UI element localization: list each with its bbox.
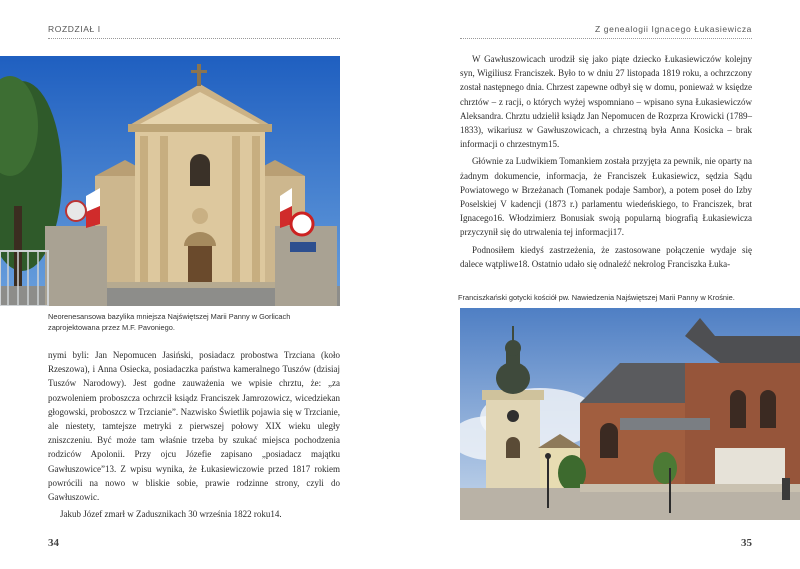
basilica-caption [48, 311, 348, 333]
left-body-text [48, 348, 340, 524]
basilica-photo [0, 56, 340, 306]
basilica-caption-line2: zaprojektowana przez M.F. Pavoniego. [48, 323, 175, 332]
left-paragraph-2: Jakub Józef zmarł w Zadusznikach 30 września 1822 roku14. [60, 509, 282, 520]
right-paragraph-1: W Gawłuszowicach urodził się jako piąte dziecko Łukasiewiczów kolejny syn, Wigiliusz Franciszek. Było to w dniu 27 listopada 1819 roku, a ochrzczony został następnego dnia. Chrzest zapewne odbył się w domu, ponieważ w księdze chrztów – z racji, o których wyżej wspomniano – wpisano syna Łukasiewiczów Aleksandra. Chrztu udzielił ksiądz Jan Nepomucen de Rozprza Krowicki (1789–1833), wikariusz w Gawłuszowicach, a chrzestną była Anna Kosicka – brak informacji o chrzestnym15. [460, 54, 752, 150]
right-body-text [460, 52, 752, 274]
church-photo [460, 308, 800, 520]
running-head-rule-right [460, 38, 752, 39]
right-paragraph-3: Podnosiłem kiedyś zastrzeżenia, że zastosowane połączenie wydaje się dalece wątpliwe18. Ostatnio udało się odnaleźć nekrolog Franciszka Łuka- [460, 244, 752, 269]
church-caption: Franciszkański gotycki kościół pw. Nawiedzenia Najświętszej Marii Panny w Krośnie. [458, 293, 735, 302]
running-head-title: Z genealogii Ignacego Łukasiewicza [595, 24, 752, 34]
left-paragraph-1: nymi byli: Jan Nepomucen Jasiński, posiadacz probostwa Trzciana (koło Rzeszowa), i Anna Osiecka, posiadaczka państwa kameralnego Tuszów (dzisiaj Tuszów Narodowy). Jest godne zauważenia we wpisie chrztu, że: „za pozwoleniem proboszcza ochrzcił ksiądz Franciszek Jamrozowicz, wicedziekan głogowski, proboszcz w Trzcianie”. Nazwisko Świetlik pojawia się w Trzcianie, ale niestety, tamtejsze metryki z pierwszej połowy XIX wieku uległy zniszczeniu. Być może tam właśnie trzeba by szukać miejsca pochodzenia rodziców Apolonii. Przy ojcu Józefie zapisano „posiadacz majątku Gawłuszowice”13. Z wpisu wynika, że Łukasiewiczowie przed 1817 rokiem powrócili na nowo w bliskie sobie, prawie rodzinne strony, czyli do Gawłuszowic. [48, 350, 340, 503]
running-head-rule [48, 38, 340, 39]
page-number-left: 34 [48, 537, 59, 549]
right-page [400, 0, 800, 569]
right-paragraph-2: Głównie za Ludwikiem Tomankiem została przyjęta za pewnik, nie oparty na żadnym dokumencie, informacja, że Franciszek Łukasiewicz, sędzia Sądu Powiatowego w Brzeżanach (Tomanek podaje Sambor), a potem poseł do Izby Poselskiej V kadencji (1873 r.) parlamentu wiedeńskiego, to Franciszek, brat Ignacego16. Włodzimierz Bonusiak swoją popularną biografią Łukasiewicza przyczynił się do utrwalenia tej informacji17. [460, 156, 752, 238]
basilica-caption-line1: Neorenesansowa bazylika mniejsza Najświętszej Marii Panny w Gorlicach [48, 312, 291, 321]
page-number-right: 35 [741, 537, 752, 549]
basilica-illustration [0, 56, 340, 306]
running-head-chapter: ROZDZIAŁ I [48, 24, 101, 34]
church-illustration [460, 308, 800, 520]
